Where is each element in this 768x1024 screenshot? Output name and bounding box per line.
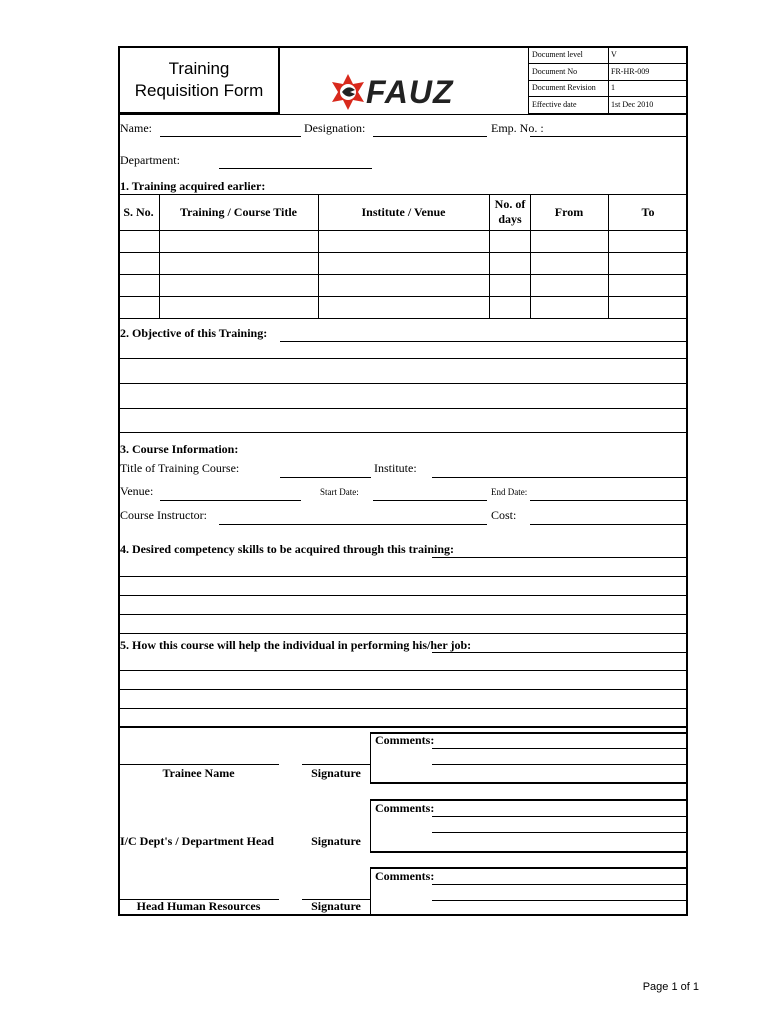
hr-head-label: Head Human Resources [136, 899, 261, 913]
table-row-line [118, 252, 688, 253]
col-header-course-title: Training / Course Title [179, 205, 297, 219]
col-header-institute: Institute / Venue [361, 205, 446, 219]
section4-heading: 4. Desired competency skills to be acquired through this training: [120, 542, 455, 556]
table-header-bottom [118, 230, 688, 231]
job-help-field[interactable] [432, 652, 688, 653]
doc-info-value: 1st Dec 2010 [611, 100, 654, 109]
section5-heading: 5. How this course will help the individual in performing his/her job: [120, 638, 472, 652]
job-help-line[interactable] [118, 670, 688, 671]
institute-label: Institute: [374, 461, 417, 475]
table-row-line [118, 274, 688, 275]
venue-field[interactable] [160, 500, 301, 501]
section2-heading: 2. Objective of this Training: [120, 326, 268, 340]
comment-line[interactable] [432, 884, 688, 885]
table-row-line [118, 296, 688, 297]
page-number: Page 1 of 1 [642, 981, 699, 993]
objective-field[interactable] [280, 341, 688, 342]
hr-head-signature-label: Signature [311, 899, 361, 913]
institute-field[interactable] [432, 477, 688, 478]
job-help-line[interactable] [118, 689, 688, 690]
designation-label: Designation: [304, 121, 366, 135]
comment-box-bottom [370, 782, 688, 784]
table-bottom-border [118, 318, 688, 319]
section3-heading: 3. Course Information: [120, 442, 239, 456]
form-title-line1: Training [168, 59, 230, 78]
competency-line[interactable] [118, 576, 688, 577]
doc-info-value: 1 [611, 83, 615, 92]
form-title-box [118, 46, 280, 114]
comment-line[interactable] [432, 832, 688, 833]
col-header-to: To [641, 205, 655, 219]
department-field[interactable] [219, 168, 372, 169]
logo-text: FAUZ [366, 74, 454, 110]
comment-line[interactable] [432, 764, 688, 765]
hr-head-comments-label: Comments: [375, 869, 435, 883]
doc-info-key: Document level [532, 50, 583, 59]
venue-label: Venue: [120, 484, 154, 498]
course-title-label: Title of Training Course: [120, 461, 240, 475]
company-logo [328, 72, 488, 112]
doc-info-divider [608, 47, 609, 113]
col-header-days: No. of days [494, 197, 526, 226]
section1-heading: 1. Training acquired earlier: [120, 179, 266, 193]
cost-field[interactable] [530, 524, 687, 525]
course-title-field[interactable] [280, 477, 371, 478]
cost-label: Cost: [491, 508, 517, 522]
job-help-line[interactable] [118, 708, 688, 709]
comment-line[interactable] [432, 900, 688, 901]
start-date-field[interactable] [373, 500, 487, 501]
doc-info-key: Document Revision [532, 83, 596, 92]
doc-info-key: Document No [532, 67, 578, 76]
trainee-signature-label: Signature [311, 766, 361, 780]
dept-head-label: I/C Dept's / Department Head [120, 834, 274, 848]
star-logo-icon [328, 72, 368, 112]
competency-line[interactable] [118, 614, 688, 615]
table-top-border [118, 194, 688, 195]
end-date-field[interactable] [530, 500, 687, 501]
form-title-line2: Requisition Form [134, 81, 264, 100]
department-label: Department: [120, 153, 180, 167]
comment-line[interactable] [432, 748, 688, 749]
form-frame [118, 46, 688, 916]
dept-head-comments-label: Comments: [375, 801, 435, 815]
end-date-label: End Date: [491, 487, 528, 497]
trainee-signature-field[interactable] [302, 764, 370, 765]
comment-box-bottom [370, 851, 688, 853]
name-field[interactable] [160, 136, 301, 137]
competency-line[interactable] [118, 633, 688, 634]
doc-info-key: Effective date [532, 100, 577, 109]
competency-line[interactable] [118, 595, 688, 596]
trainee-name-field[interactable] [118, 764, 279, 765]
trainee-comments-label: Comments: [375, 733, 435, 747]
doc-info-value: FR-HR-009 [611, 67, 650, 76]
col-header-from: From [554, 205, 584, 219]
dept-head-signature-label: Signature [311, 834, 361, 848]
emp-no-field[interactable] [530, 136, 687, 137]
emp-no-label: Emp. No. : [491, 121, 544, 135]
objective-line[interactable] [118, 408, 688, 409]
designation-field[interactable] [373, 136, 487, 137]
competency-field[interactable] [432, 557, 688, 558]
objective-line[interactable] [118, 358, 688, 359]
document-info-table [528, 46, 688, 114]
table-col-line [489, 194, 490, 318]
section5-bottom-border [118, 726, 688, 728]
name-label: Name: [120, 121, 152, 135]
comment-line[interactable] [432, 816, 688, 817]
start-date-label: Start Date: [320, 487, 359, 497]
doc-info-value: V [611, 50, 617, 59]
col-header-sno: S. No. [123, 205, 154, 219]
instructor-label: Course Instructor: [120, 508, 207, 522]
instructor-field[interactable] [219, 524, 487, 525]
trainee-name-label: Trainee Name [162, 766, 235, 780]
objective-line[interactable] [118, 432, 688, 433]
header-divider [118, 114, 688, 115]
objective-line[interactable] [118, 383, 688, 384]
